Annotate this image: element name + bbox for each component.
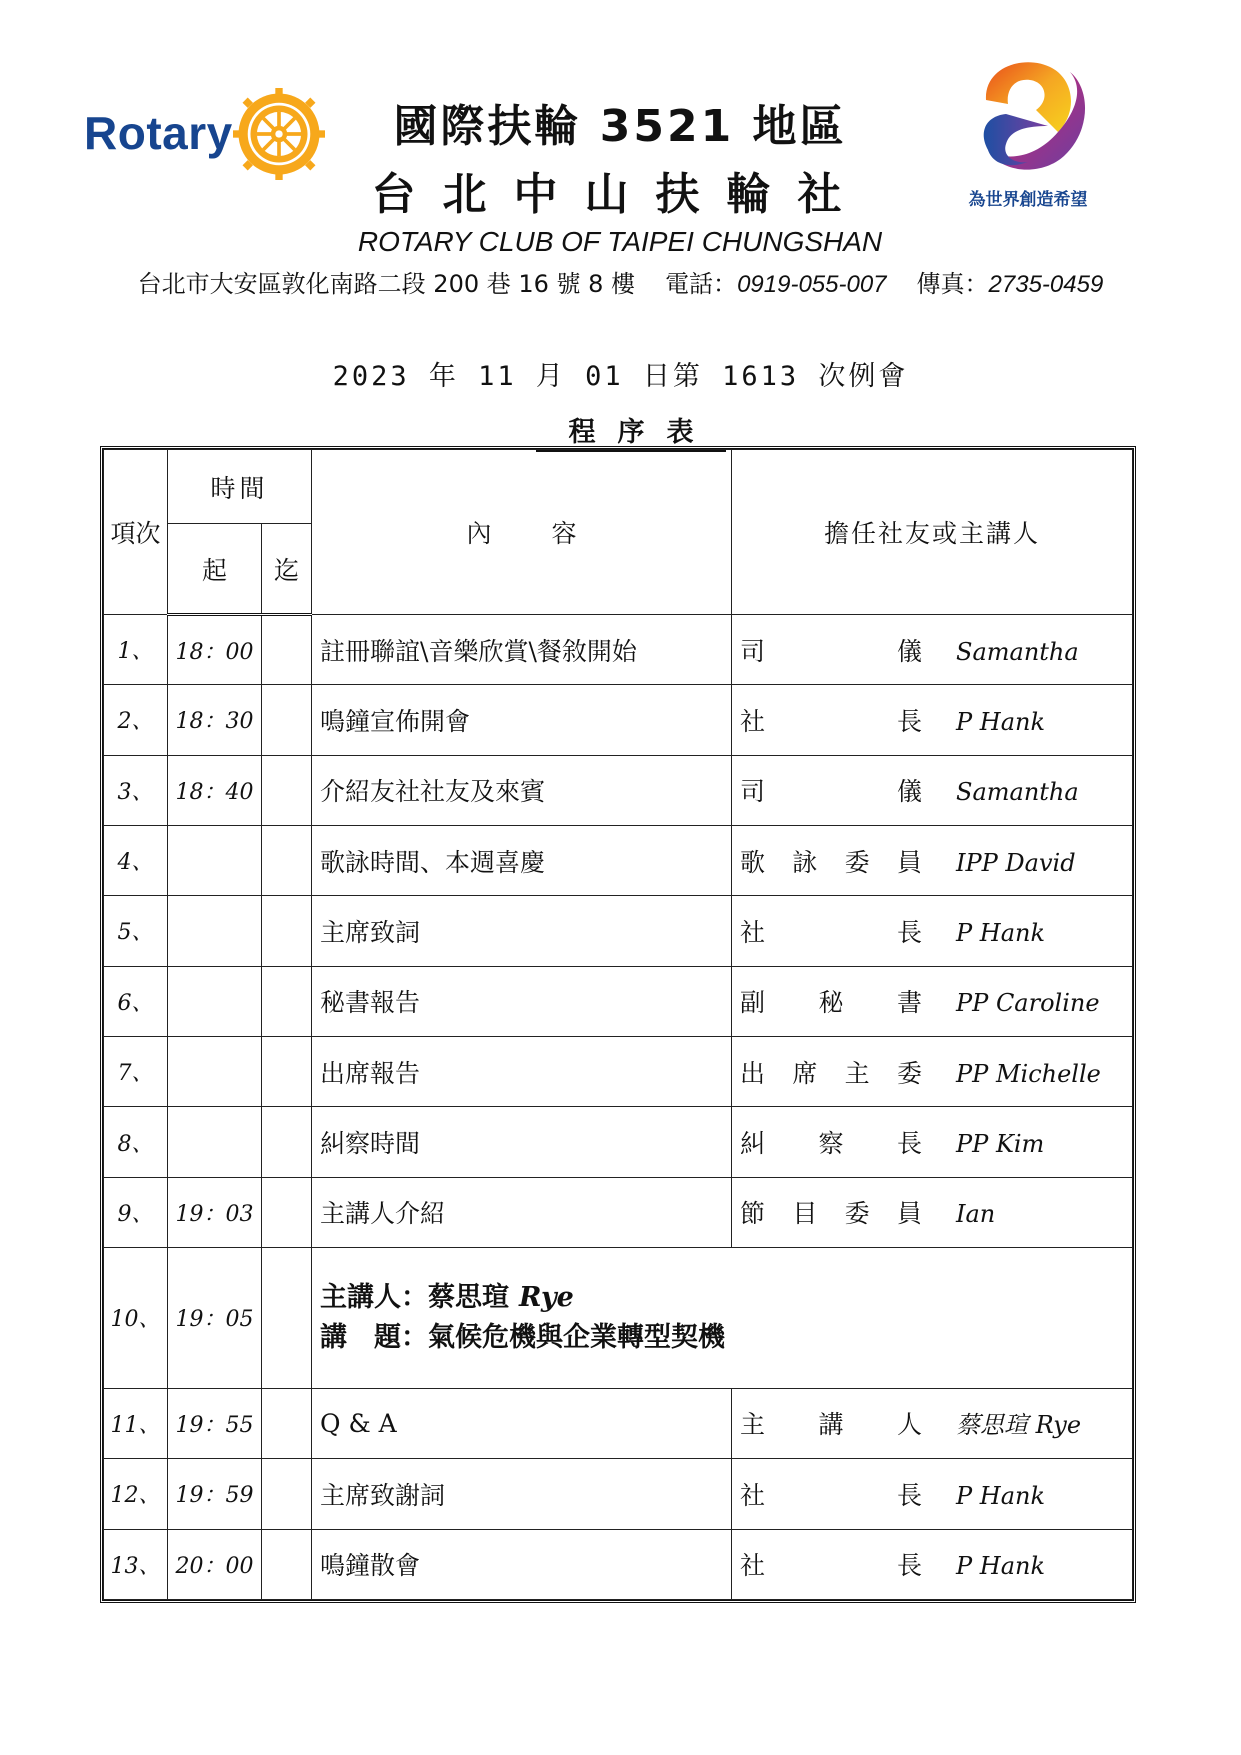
rotary-wordmark: Rotary — [84, 107, 233, 159]
table-row — [104, 896, 1133, 966]
row-content: 註冊聯誼\音樂欣賞\餐敘開始 — [312, 614, 732, 684]
row-role: 社長 — [740, 706, 923, 736]
header-content: 內容 — [312, 450, 732, 615]
row-role-cell — [732, 1177, 1133, 1247]
row-start-time — [168, 966, 262, 1036]
row-start-time: 19：05 — [168, 1248, 262, 1389]
header-start: 起 — [168, 524, 262, 614]
row-role: 主講人 — [740, 1410, 923, 1440]
row-role: 出席主委 — [740, 1058, 923, 1088]
table-row — [104, 614, 1133, 684]
row-content: 鳴鐘宣佈開會 — [312, 685, 732, 755]
row-end-time — [262, 896, 312, 966]
row-person: P Hank — [956, 918, 1046, 947]
club-name: 台北中山扶輪社 — [371, 169, 869, 220]
row-end-time — [262, 685, 312, 755]
speaker-line — [320, 1278, 1128, 1318]
row-number: 7、 — [104, 1037, 168, 1107]
row-number: 8、 — [104, 1107, 168, 1177]
row-role: 司儀 — [740, 636, 923, 666]
row-person: P Hank — [956, 1481, 1046, 1510]
table-row — [104, 1388, 1133, 1458]
program-title: 程序表 — [536, 410, 726, 452]
row-content: 主席致謝詞 — [312, 1459, 732, 1529]
row-content: 主講人介紹 — [312, 1177, 732, 1247]
theme-swirl-icon — [966, 52, 1090, 180]
row-role-cell — [732, 755, 1133, 825]
row-number: 3、 — [104, 755, 168, 825]
row-role-cell — [732, 1529, 1133, 1599]
row-number: 6、 — [104, 966, 168, 1036]
program-table — [100, 446, 1136, 1603]
row-number: 9、 — [104, 1177, 168, 1247]
row-role-cell — [732, 1459, 1133, 1529]
row-content: 糾察時間 — [312, 1107, 732, 1177]
row-person: Ian — [956, 1200, 996, 1229]
row-start-time: 18：30 — [168, 685, 262, 755]
row-person: Samantha — [956, 637, 1079, 666]
row-role: 歌詠委員 — [740, 847, 923, 877]
row-end-time — [262, 1388, 312, 1458]
row-end-time — [262, 825, 312, 895]
row-start-time: 18：00 — [168, 614, 262, 684]
row-person: P Hank — [956, 707, 1046, 736]
row-start-time — [168, 1037, 262, 1107]
table-row — [104, 1107, 1133, 1177]
row-content: 主席致詞 — [312, 896, 732, 966]
row-role: 社長 — [740, 917, 923, 947]
row-number: 13、 — [104, 1529, 168, 1599]
row-number: 10、 — [104, 1248, 168, 1389]
district-title: 國際扶輪 3521 地區 — [393, 101, 847, 152]
phone-label: 電話： — [665, 270, 738, 298]
row-end-time — [262, 1529, 312, 1599]
table-row — [104, 1529, 1133, 1599]
row-content: Q & A — [312, 1388, 732, 1458]
row-number: 12、 — [104, 1459, 168, 1529]
row-end-time — [262, 1248, 312, 1389]
header-role: 擔任社友或主講人 — [732, 450, 1133, 615]
speaker-row — [104, 1248, 1133, 1389]
club-name-en: ROTARY CLUB OF TAIPEI CHUNGSHAN — [357, 226, 883, 257]
row-content: 鳴鐘散會 — [312, 1529, 732, 1599]
row-person: PP Caroline — [956, 989, 1100, 1018]
row-start-time — [168, 825, 262, 895]
row-content: 出席報告 — [312, 1037, 732, 1107]
row-role-cell — [732, 966, 1133, 1036]
row-number: 11、 — [104, 1388, 168, 1458]
row-end-time — [262, 614, 312, 684]
address-line — [0, 264, 1241, 299]
row-content: 秘書報告 — [312, 966, 732, 1036]
row-role-cell — [732, 685, 1133, 755]
theme-slogan: 為世界創造希望 — [968, 190, 1088, 210]
row-role-cell — [732, 1037, 1133, 1107]
row-role: 副秘書 — [740, 988, 923, 1018]
row-person: PP Kim — [956, 1130, 1045, 1159]
table-row — [104, 966, 1133, 1036]
row-role-cell — [732, 896, 1133, 966]
row-role-cell — [732, 825, 1133, 895]
row-end-time — [262, 966, 312, 1036]
row-person: PP Michelle — [956, 1059, 1101, 1088]
row-start-time — [168, 896, 262, 966]
row-number: 2、 — [104, 685, 168, 755]
theme-logo — [958, 52, 1098, 217]
header-item-no: 項次 — [104, 450, 168, 615]
row-number: 5、 — [104, 896, 168, 966]
table-row — [104, 1037, 1133, 1107]
row-number: 4、 — [104, 825, 168, 895]
speaker-label: 主講人：蔡思瑄 — [320, 1281, 510, 1313]
speaker-name-en: Rye — [519, 1281, 574, 1313]
rotary-logo — [84, 88, 334, 180]
row-end-time — [262, 1459, 312, 1529]
speaker-topic-cell — [312, 1248, 1133, 1389]
row-start-time — [168, 1107, 262, 1177]
row-start-time: 20：00 — [168, 1529, 262, 1599]
row-role: 社長 — [740, 1480, 923, 1510]
row-start-time: 18：40 — [168, 755, 262, 825]
row-end-time — [262, 755, 312, 825]
row-role-cell — [732, 1107, 1133, 1177]
topic-line: 講 題：氣候危機與企業轉型契機 — [320, 1321, 726, 1353]
row-role: 糾察長 — [740, 1129, 923, 1159]
meeting-date-line: 2023 年 11 月 01 日第 1613 次例會 — [332, 361, 909, 392]
phone: 0919-055-007 — [737, 271, 887, 298]
header-time: 時間 — [168, 450, 312, 524]
row-start-time: 19：55 — [168, 1388, 262, 1458]
row-end-time — [262, 1177, 312, 1247]
row-start-time: 19：03 — [168, 1177, 262, 1247]
row-end-time — [262, 1107, 312, 1177]
row-role-cell — [732, 1388, 1133, 1458]
fax: 2735-0459 — [988, 271, 1104, 298]
row-person: P Hank — [956, 1552, 1046, 1581]
row-person: 蔡思瑄 Rye — [956, 1411, 1082, 1440]
row-role-cell — [732, 614, 1133, 684]
address: 台北市大安區敦化南路二段 200 巷 16 號 8 樓 — [137, 270, 636, 298]
table-row — [104, 685, 1133, 755]
row-person: IPP David — [956, 848, 1076, 877]
row-number: 1、 — [104, 614, 168, 684]
table-row — [104, 1459, 1133, 1529]
row-end-time — [262, 1037, 312, 1107]
row-start-time: 19：59 — [168, 1459, 262, 1529]
row-role: 節目委員 — [740, 1199, 923, 1229]
table-row — [104, 755, 1133, 825]
row-content: 歌詠時間、本週喜慶 — [312, 825, 732, 895]
table-row — [104, 825, 1133, 895]
row-person: Samantha — [956, 778, 1079, 807]
header-end: 迄 — [262, 524, 312, 614]
table-row — [104, 1177, 1133, 1247]
row-content: 介紹友社社友及來賓 — [312, 755, 732, 825]
row-role: 司儀 — [740, 777, 923, 807]
row-role: 社長 — [740, 1551, 923, 1581]
fax-label: 傳真： — [916, 270, 989, 298]
